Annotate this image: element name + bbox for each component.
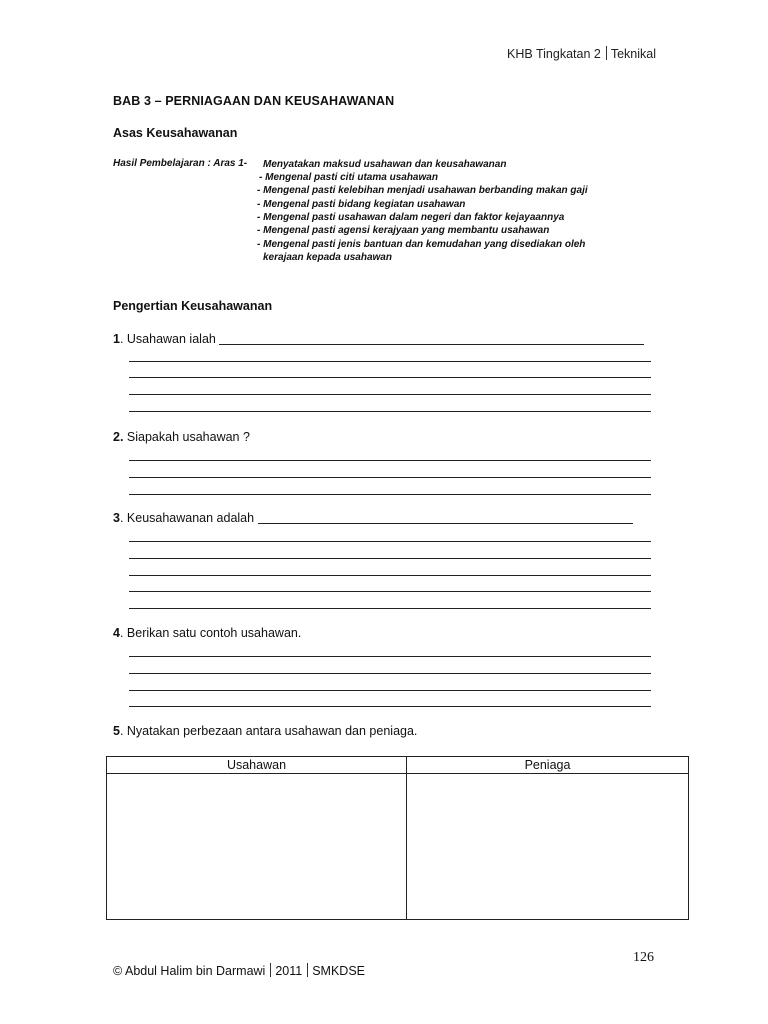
question-text: . Usahawan ialah — [119, 332, 216, 346]
answer-line[interactable] — [258, 511, 633, 524]
table-cell-usahawan[interactable] — [107, 774, 406, 919]
footer-separator — [270, 963, 271, 977]
answer-line[interactable] — [129, 656, 651, 657]
chapter-title: BAB 3 – PERNIAGAAN DAN KEUSAHAWANAN — [113, 94, 395, 108]
subsection-title: Pengertian Keusahawanan — [113, 299, 273, 313]
question-text: . Nyatakan perbezaan antara usahawan dan peniaga. — [119, 724, 418, 738]
question-5 — [113, 724, 417, 738]
question-2 — [113, 430, 250, 444]
question-text: . Keusahawanan adalah — [119, 511, 255, 525]
learning-outcome-item: - Mengenal pasti agensi kerajyaan yang membantu usahawan — [257, 225, 550, 236]
question-text: Siapakah usahawan ? — [123, 430, 250, 444]
question-1 — [113, 332, 644, 346]
question-number: 3 — [113, 511, 120, 525]
header-course: KHB Tingkatan 2 — [507, 47, 601, 61]
learning-outcome-item: - Mengenal pasti kelebihan menjadi usahawan berbanding makan gaji — [257, 185, 588, 196]
running-header — [507, 46, 656, 61]
answer-line[interactable] — [129, 477, 651, 478]
table-header-usahawan: Usahawan — [226, 758, 287, 772]
learning-outcome-item: - Mengenal pasti usahawan dalam negeri dan faktor kejayaannya — [257, 212, 565, 223]
question-3 — [113, 511, 633, 525]
table-header-peniaga: Peniaga — [524, 758, 571, 772]
question-text: . Berikan satu contoh usahawan. — [119, 626, 302, 640]
learning-outcome-item: Menyatakan maksud usahawan dan keusahawanan — [263, 159, 507, 170]
footer — [113, 963, 365, 978]
footer-separator — [307, 963, 308, 977]
answer-line[interactable] — [129, 575, 651, 576]
footer-school: SMKDSE — [312, 964, 366, 978]
answer-line[interactable] — [129, 494, 651, 495]
comparison-table — [106, 756, 689, 920]
footer-copyright: © Abdul Halim bin Darmawi — [113, 964, 266, 978]
answer-line[interactable] — [129, 361, 651, 362]
answer-line[interactable] — [129, 608, 651, 609]
answer-line[interactable] — [129, 377, 651, 378]
learning-outcome-item: - Mengenal pasti jenis bantuan dan kemudahan yang disediakan oleh — [257, 239, 586, 250]
header-stream: Teknikal — [610, 47, 656, 61]
answer-line[interactable] — [129, 591, 651, 592]
header-separator — [606, 46, 607, 60]
question-number: 2. — [113, 430, 124, 444]
footer-year: 2011 — [275, 964, 303, 978]
answer-line[interactable] — [129, 690, 651, 691]
learning-outcome-item: - Mengenal pasti bidang kegiatan usahawan — [257, 199, 466, 210]
question-number: 4 — [113, 626, 120, 640]
answer-line[interactable] — [129, 394, 651, 395]
page-number: 126 — [633, 950, 654, 965]
table-cell-peniaga[interactable] — [407, 774, 688, 919]
answer-line[interactable] — [129, 460, 651, 461]
answer-line[interactable] — [129, 558, 651, 559]
answer-line[interactable] — [129, 706, 651, 707]
answer-line[interactable] — [219, 332, 644, 345]
learning-outcome-item: kerajaan kepada usahawan — [263, 252, 392, 263]
question-number: 5 — [113, 724, 120, 738]
answer-line[interactable] — [129, 541, 651, 542]
question-4 — [113, 626, 301, 640]
question-number: 1 — [113, 332, 120, 346]
answer-line[interactable] — [129, 673, 651, 674]
answer-line[interactable] — [129, 411, 651, 412]
section-title: Asas Keusahawanan — [113, 126, 238, 140]
learning-outcomes-label: Hasil Pembelajaran : Aras 1- — [113, 158, 248, 169]
learning-outcome-item: - Mengenal pasti citi utama usahawan — [259, 172, 438, 183]
